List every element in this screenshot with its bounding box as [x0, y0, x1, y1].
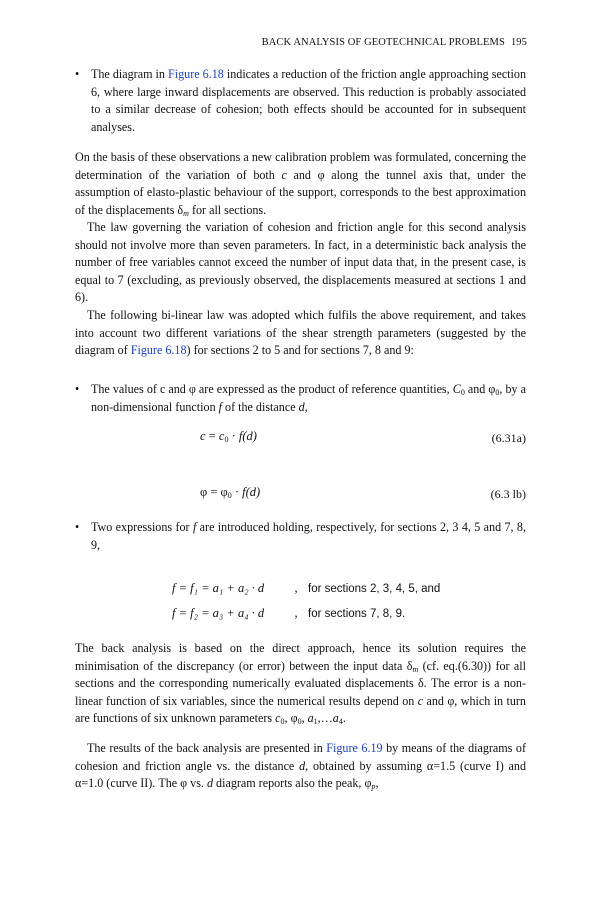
bullet-dot: • — [75, 382, 80, 396]
figure-6-18-link[interactable]: Figure 6.18 — [168, 67, 224, 81]
paragraph-3: The following bi-linear law was adopted which fulfils the above requirement, and takes into account two different variations of the shear strength parameters (suggested by the diagram of Figure 6.18) for sections 2 to 5 and for sections 7, 8 and 9: — [75, 308, 526, 358]
bullet-item-3: • Two expressions for f are introduced holding, respectively, for sections 2, 3 4, 5 and 7, 8, 9, — [75, 520, 526, 552]
running-header — [262, 37, 527, 48]
bullet-item-1: • The diagram in Figure 6.18 indicates a reduction of the friction angle approaching section 6, where large inward displacements are observed. This reduction is probably associated to a similar decrease of cohesion; both effects should be accounted for in subsequent analyses. — [75, 67, 526, 134]
paragraph-5: The results of the back analysis are presented in Figure 6.19 by means of the diagrams of cohesion and friction angle vs. the distance d, obtained by assuming α=1.5 (curve I) and α=1.0 (curve II). The φ vs. d diagram reports also the peak, $\varphi_p$, — [75, 741, 526, 792]
bullet-dot: • — [75, 520, 80, 534]
page-number: 195 — [510, 37, 527, 48]
equation-6-31a: $c = c_0 \cdot f(d)$ — [200, 429, 257, 444]
law-equation-2: f = f₂ = a₃ + a₄ · d , for sections 7, 8, 9. — [172, 606, 406, 620]
paragraph-1: On the basis of these observations a new calibration problem was formulated, concerning the determination of the variation of both c and φ along the tunnel axis that, under the assumption of elasto-plastic behaviour of the support, corresponds to the best approximation of the displacements $\delta_m$ for all sections. — [75, 150, 526, 218]
law-equation-1: f = f₁ = a₁ + a₂ · d , for sections 2, 3, 4, 5, and — [172, 581, 441, 595]
figure-6-18-link-2[interactable]: Figure 6.18 — [130, 343, 187, 358]
paragraph-4: The back analysis is based on the direct approach, hence its solution requires the minimisation of the discrepancy (or error) between the input data $\delta_m$ (cf. eq.(6.30)) for all sections and the corresponding numerically evaluated displacements δ. The error is a non-linear function of six variables, since the numerical results depend on c and φ, which in turn are functions of six unknown parameters $c_0$, $\varphi_0$, $a_1,\dots a_4$. — [75, 641, 527, 727]
equation-number-6-31b: (6.3 lb) — [490, 487, 526, 501]
paragraph-2: The law governing the variation of cohesion and friction angle for this second analysis should not involve more than seven parameters. In fact, in a deterministic back analysis the number of free variables cannot exceed the number of input data that, in the present case, is equal to 7 (excluding, as previously observed, the displacements measured at sections 1 and 6). — [75, 220, 526, 305]
header-title: BACK ANALYSIS OF GEOTECHNICAL PROBLEMS — [261, 37, 505, 48]
equation-number-6-31a: (6.31a) — [491, 431, 526, 445]
figure-6-19-link[interactable]: Figure 6.19 — [326, 741, 383, 755]
bullet-item-2: • The values of c and φ are expressed as the product of reference quantities, $C_0$ and $\varphi_0$, by a non-dimensional function f of the distance d, — [75, 382, 526, 414]
bullet-dot: • — [75, 67, 80, 81]
equation-6-31b: $\varphi = \varphi_0 \cdot f(d)$ — [200, 485, 261, 500]
